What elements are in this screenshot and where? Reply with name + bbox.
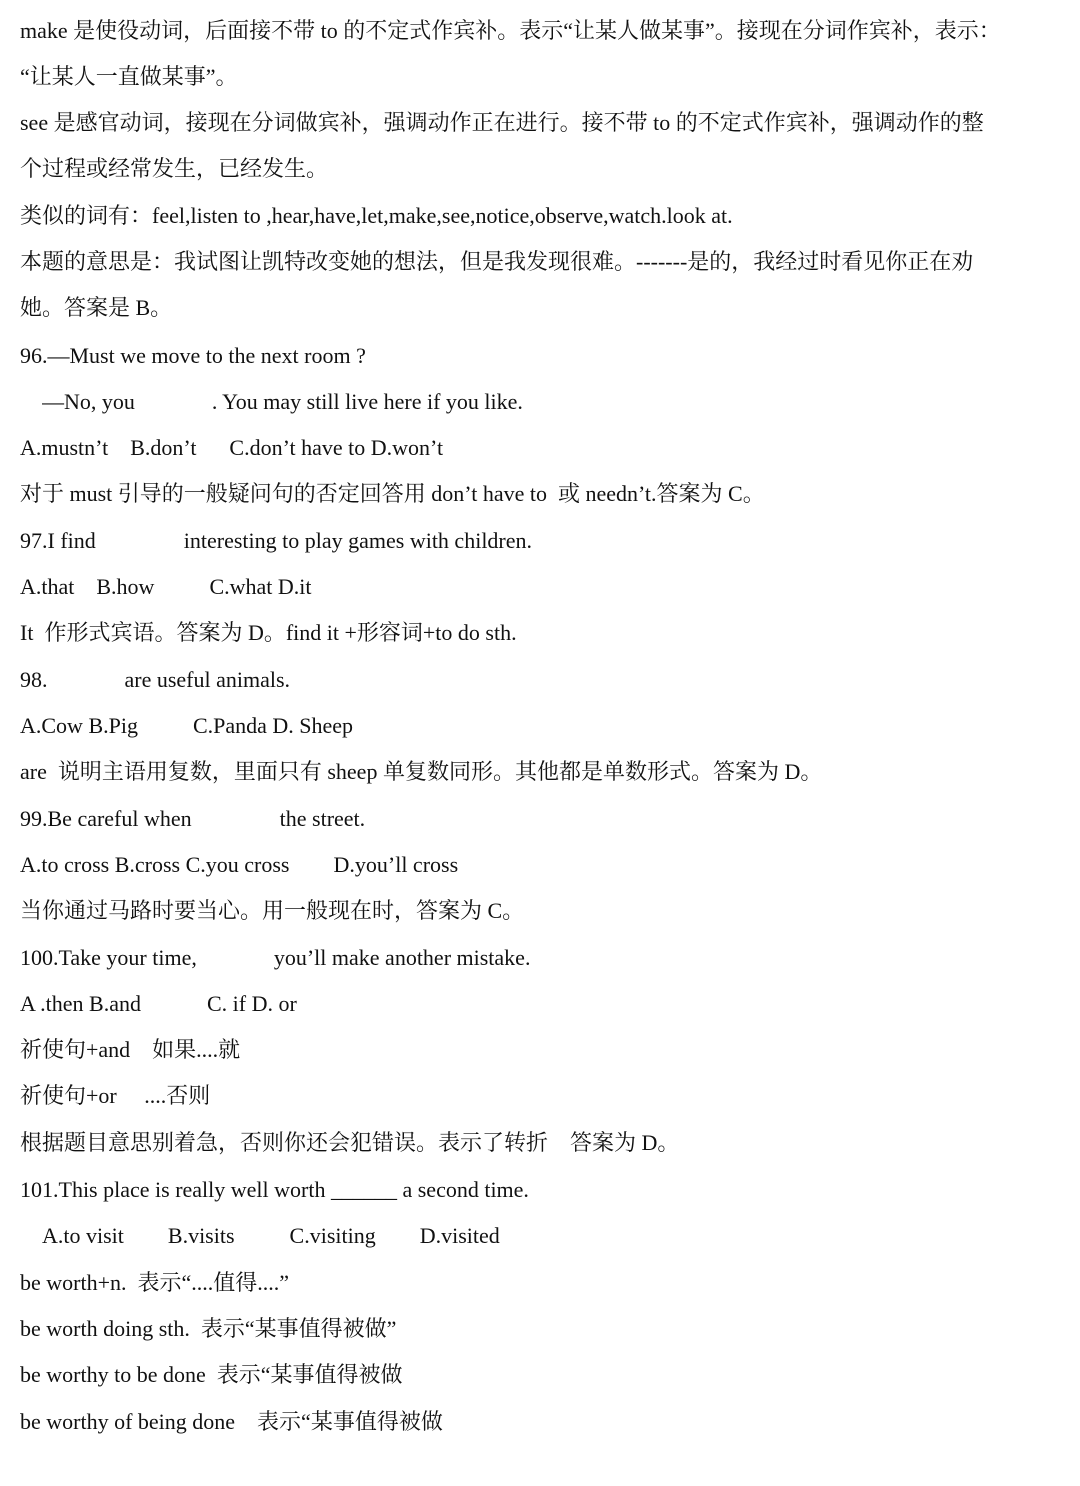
question-101: 101.This place is really well worth ______ a second time. <box>20 1177 529 1202</box>
text-line: “让某人一直做某事”。 <box>20 64 238 89</box>
question-100-note-and: 祈使句+and 如果....就 <box>20 1037 241 1062</box>
text-line: 类似的词有：feel,listen to ,hear,have,let,make,see,notice,observe,watch.look at. <box>20 203 733 228</box>
question-97-options: A.that B.how C.what D.it <box>20 574 312 599</box>
text-line: see 是感官动词，接现在分词做宾补，强调动作正在进行。接不带 to 的不定式作宾补，强调动作的整 <box>20 110 984 135</box>
text-line: 她。答案是 B。 <box>20 295 173 320</box>
question-96: 96.—Must we move to the next room ? <box>20 343 366 368</box>
question-97-explanation: It 作形式宾语。答案为 D。find it +形容词+to do sth. <box>20 620 517 645</box>
question-98: 98. are useful animals. <box>20 667 291 692</box>
question-98-explanation: are 说明主语用复数，里面只有 sheep 单复数同形。其他都是单数形式。答案为 D。 <box>20 759 823 784</box>
question-101-note-worthy-of: be worthy of being done 表示“某事值得被做 <box>20 1409 443 1434</box>
question-101-note-worthy-to: be worthy to be done 表示“某事值得被做 <box>20 1362 403 1387</box>
question-99-explanation: 当你通过马路时要当心。用一般现在时，答案为 C。 <box>20 898 525 923</box>
text-line: 本题的意思是：我试图让凯特改变她的想法，但是我发现很难。-------是的，我经过时看见你正在劝 <box>20 249 974 274</box>
question-96-explanation: 对于 must 引导的一般疑问句的否定回答用 don’t have to 或 needn’t.答案为 C。 <box>20 481 765 506</box>
question-100: 100.Take your time, you’ll make another mistake. <box>20 945 531 970</box>
question-100-options: A .then B.and C. if D. or <box>20 991 297 1016</box>
question-100-explanation: 根据题目意思别着急，否则你还会犯错误。表示了转折 答案为 D。 <box>20 1130 680 1155</box>
question-99-options: A.to cross B.cross C.you cross D.you’ll cross <box>20 852 459 877</box>
text-line: 个过程或经常发生，已经发生。 <box>20 156 329 181</box>
text-line: make 是使役动词，后面接不带 to 的不定式作宾补。表示“让某人做某事”。接现在分词作宾补，表示： <box>20 18 1001 43</box>
question-98-options: A.Cow B.Pig C.Panda D. Sheep <box>20 713 354 738</box>
question-99: 99.Be careful when the street. <box>20 806 366 831</box>
question-101-note-worth-n: be worth+n. 表示“....值得....” <box>20 1270 290 1295</box>
question-96-options: A.mustn’t B.don’t C.don’t have to D.won’t <box>20 435 444 460</box>
question-101-note-worth-doing: be worth doing sth. 表示“某事值得被做” <box>20 1316 397 1341</box>
question-100-note-or: 祈使句+or ....否则 <box>20 1083 211 1108</box>
question-97: 97.I find interesting to play games with children. <box>20 528 533 553</box>
question-96-answer-line: —No, you . You may still live here if you like. <box>42 389 523 414</box>
question-101-options: A.to visit B.visits C.visiting D.visited <box>42 1223 500 1248</box>
